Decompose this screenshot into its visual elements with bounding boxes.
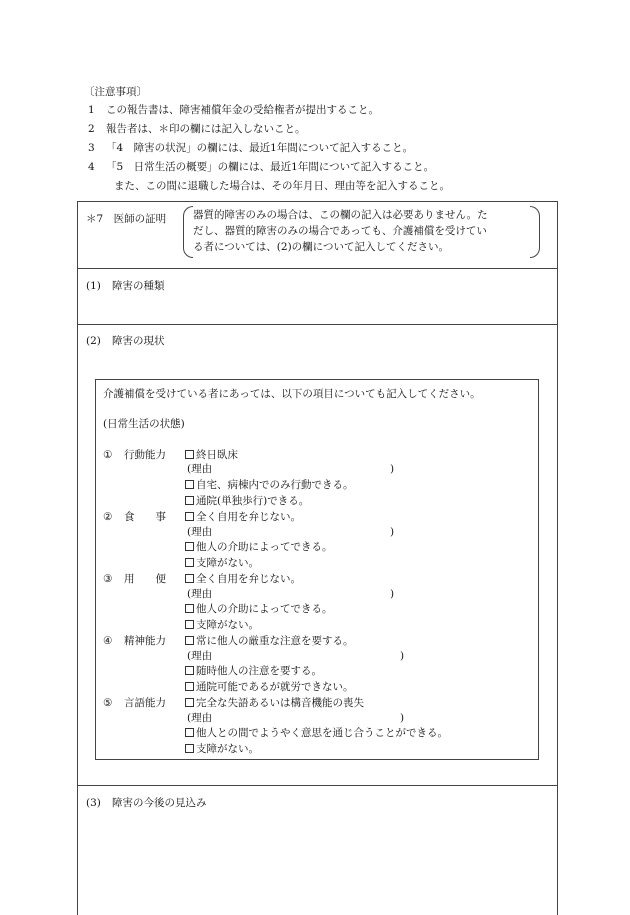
option-row[interactable]: 他人の介助によってできる。 — [185, 603, 333, 616]
category-label: 精神能力 — [124, 635, 166, 647]
section-title-disability-status: 障害の現状 — [112, 335, 165, 347]
reason-close: ) — [390, 526, 395, 538]
option-row[interactable]: 全く自用を弁じない。 — [185, 573, 301, 586]
category-label: 言語能力 — [124, 697, 166, 709]
checkbox[interactable] — [185, 450, 194, 459]
reason-close: ) — [390, 463, 395, 475]
category-number: ④ — [103, 635, 113, 647]
option-row[interactable]: 自宅、病棟内でのみ行動できる。 — [185, 479, 354, 492]
checkbox[interactable] — [185, 604, 194, 613]
note-text: 「5 日常生活の概要」の欄には、最近1年間について記入すること。 — [106, 161, 435, 173]
note-number: 4 — [88, 161, 95, 173]
note-text: 「4 障害の状況」の欄には、最近1年間について記入すること。 — [106, 142, 414, 154]
option-row[interactable]: 他人との間でようやく意思を通じ合うことができる。 — [185, 727, 448, 740]
note-number: 3 — [88, 142, 95, 154]
reason-open: (理由 — [187, 712, 213, 724]
option-row[interactable]: 通院可能であるが就労できない。 — [185, 681, 354, 694]
care-intro: 介護補償を受けている者にあっては、以下の項目についても記入してください。 — [103, 388, 481, 400]
checkbox[interactable] — [185, 558, 194, 567]
note-text: この報告書は、障害補償年金の受給権者が提出すること。 — [106, 104, 379, 116]
checkbox[interactable] — [185, 574, 194, 583]
section-number: (1) — [86, 280, 101, 292]
option-row[interactable]: 全く自用を弁じない。 — [185, 511, 301, 524]
checkbox[interactable] — [185, 744, 194, 753]
doctor-note-line: だし、器質的障害のみの場合であっても、介護補償を受けてい — [193, 225, 487, 237]
reason-open: (理由 — [187, 650, 213, 662]
reason-close: ) — [400, 712, 405, 724]
checkbox[interactable] — [185, 636, 194, 645]
option-row[interactable]: 随時他人の注意を要する。 — [185, 665, 322, 678]
doctor-certificate-label: ＊7 医師の証明 — [86, 213, 167, 225]
section-title-disability-type: 障害の種類 — [112, 280, 165, 292]
checkbox[interactable] — [185, 542, 194, 551]
option-row[interactable]: 完全な失語あるいは構音機能の喪失 — [185, 697, 364, 710]
reason-close: ) — [390, 588, 395, 600]
checkbox[interactable] — [185, 512, 194, 521]
doctor-note-line: る者については、(2)の欄について記入してください。 — [193, 241, 449, 253]
section-number: (3) — [86, 797, 101, 809]
note-number: 1 — [88, 104, 95, 116]
category-number: ① — [103, 449, 113, 461]
section-title-prognosis: 障害の今後の見込み — [112, 797, 207, 809]
daily-life-heading: (日常生活の状態) — [103, 418, 185, 430]
bracket-right — [530, 206, 540, 258]
checkbox[interactable] — [185, 728, 194, 737]
option-row[interactable]: 常に他人の厳重な注意を要する。 — [185, 635, 354, 648]
option-row[interactable]: 通院(単独歩行)できる。 — [185, 495, 309, 508]
doctor-note-line: 器質的障害のみの場合は、この欄の記入は必要ありません。た — [193, 209, 488, 221]
reason-open: (理由 — [187, 526, 213, 538]
checkbox[interactable] — [185, 620, 194, 629]
checkbox[interactable] — [185, 698, 194, 707]
category-label: 用 便 — [124, 573, 166, 585]
reason-close: ) — [400, 650, 405, 662]
section-number: (2) — [86, 335, 101, 347]
checkbox[interactable] — [185, 666, 194, 675]
note-text: 報告者は、＊印の欄には記入しないこと。 — [106, 123, 306, 135]
bracket-left — [183, 206, 193, 258]
option-row[interactable]: 支障がない。 — [185, 743, 259, 756]
option-row[interactable]: 終日臥床 — [185, 449, 238, 462]
option-row[interactable]: 支障がない。 — [185, 557, 259, 570]
notes-heading: 〔注意事項〕 — [84, 86, 147, 98]
reason-open: (理由 — [187, 588, 213, 600]
reason-open: (理由 — [187, 463, 213, 475]
category-label: 食 事 — [124, 511, 166, 523]
category-number: ⑤ — [103, 697, 113, 709]
option-row[interactable]: 支障がない。 — [185, 619, 259, 632]
category-label: 行動能力 — [124, 449, 166, 461]
note-number: 2 — [88, 123, 95, 135]
category-number: ② — [103, 511, 113, 523]
note-continuation: また、この間に退職した場合は、その年月日、理由等を記入すること。 — [114, 180, 450, 192]
checkbox[interactable] — [185, 682, 194, 691]
category-number: ③ — [103, 573, 113, 585]
checkbox[interactable] — [185, 496, 194, 505]
checkbox[interactable] — [185, 480, 194, 489]
option-row[interactable]: 他人の介助によってできる。 — [185, 541, 333, 554]
